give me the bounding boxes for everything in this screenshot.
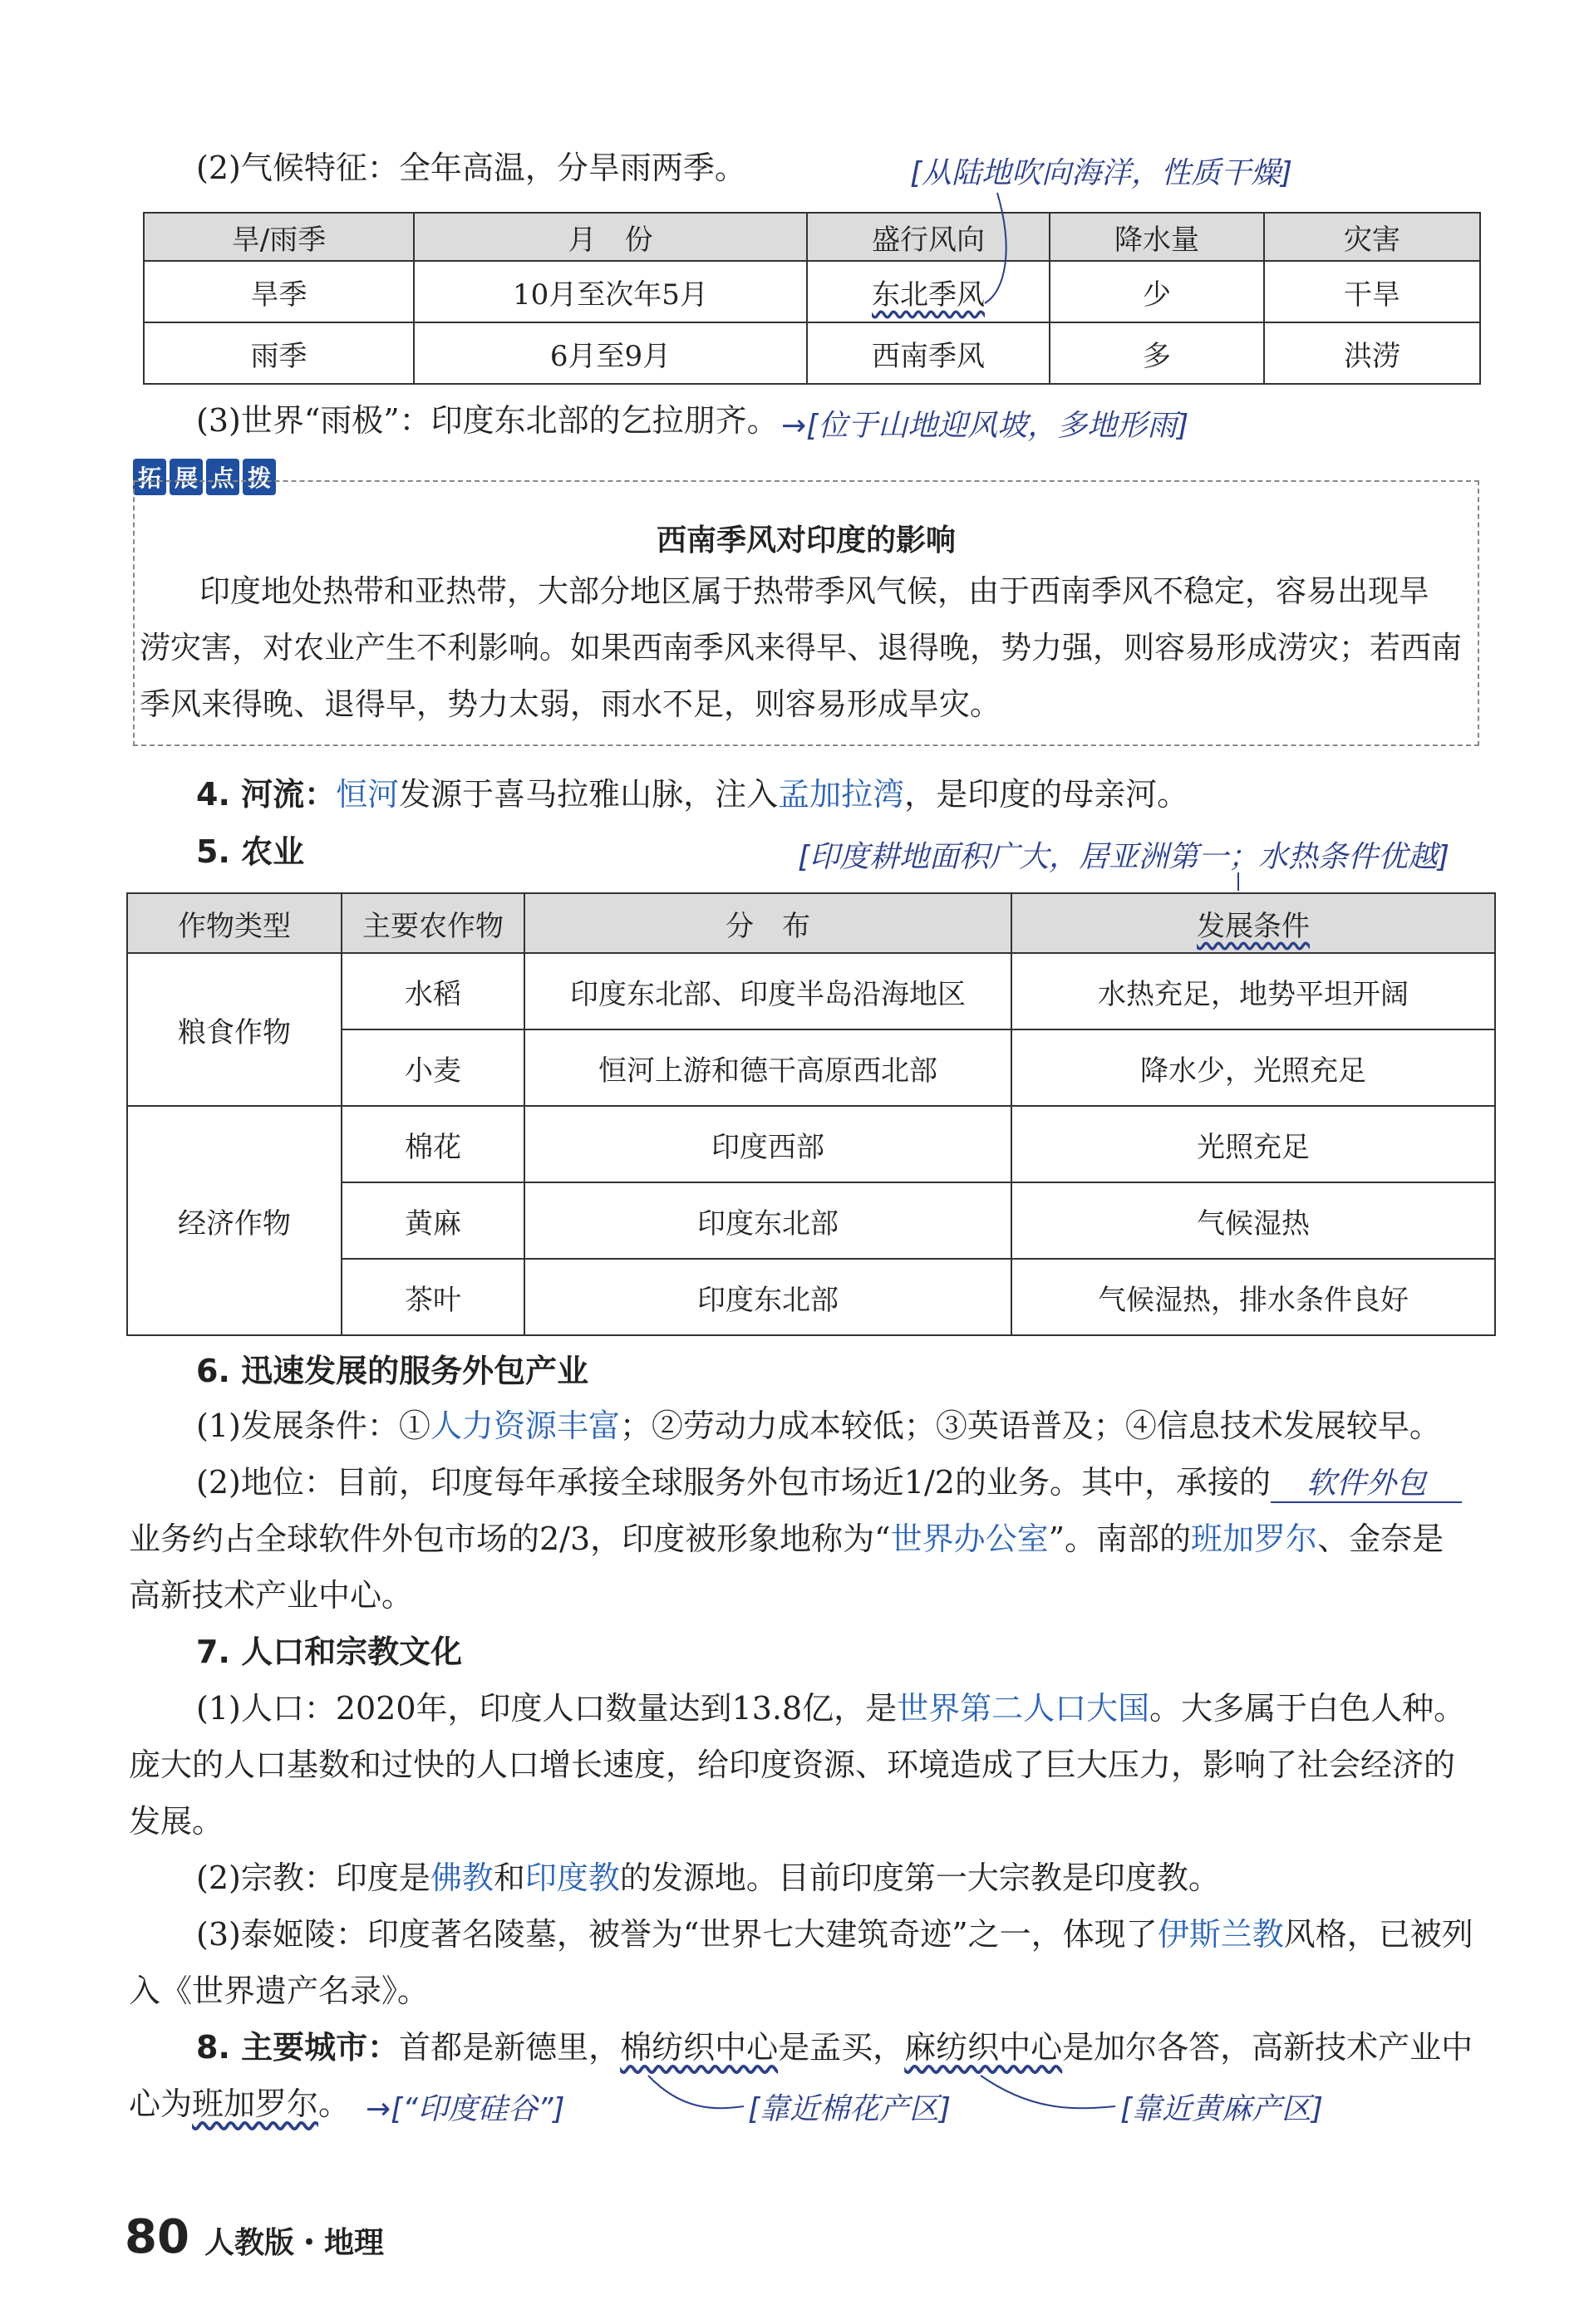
river-text: 发源于喜马拉雅山脉，注入 (399, 776, 779, 813)
table-cell: 印度东北部 (524, 1182, 1011, 1259)
agri-table (126, 892, 1496, 1336)
agri-header: 作物类型 (127, 893, 342, 953)
people-text: (2)宗教：印度是 (196, 1860, 430, 1896)
river-line (196, 776, 1188, 814)
table-cell (807, 261, 1050, 322)
crop-type-cell: 经济作物 (127, 1106, 342, 1335)
climate-header: 灾害 (1264, 213, 1480, 261)
book-title: 人教版・地理 (204, 2226, 384, 2260)
people-text: 发展。 (129, 1803, 224, 1840)
agri-handwritten-note: [印度耕地面积广大，居亚洲第一；水热条件优越] (798, 840, 1450, 874)
tip-line: 涝灾害，对农业产生不利影响。如果西南季风来得早、退得晚，势力强，则容易形成涝灾；若西南 (140, 630, 1462, 666)
table-cell: 水热充足，地势平坦开阔 (1011, 953, 1495, 1029)
service-fill-answer: 软件外包 (1271, 1466, 1462, 1503)
service-status-line1 (196, 1464, 1462, 1503)
cities-text: 是孟买， (778, 2029, 905, 2066)
climate-table (143, 212, 1481, 385)
table-cell: 茶叶 (342, 1259, 524, 1335)
service-text: ；②劳动力成本较低；③英语普及；④信息技术发展较早。 (619, 1408, 1441, 1444)
people-text: 风格，已被列 (1283, 1916, 1473, 1953)
table-cell: 洪涝 (1264, 322, 1480, 384)
table-cell: 雨季 (144, 322, 414, 384)
table-cell: 干旱 (1264, 261, 1480, 322)
cities-text: 。 (318, 2086, 351, 2122)
people-highlight: 印度教 (524, 1860, 620, 1896)
agri-header: 分 布 (524, 893, 1011, 953)
tip-badge-char: 拓 (133, 459, 166, 495)
agri-label: 5. 农业 (196, 833, 305, 870)
table-cell: 棉花 (342, 1106, 524, 1182)
page-footer (125, 2210, 384, 2264)
table-row (144, 261, 1480, 322)
agri-header: 主要农作物 (342, 893, 524, 953)
table-row (127, 1106, 1495, 1182)
cities-jute: 麻纺织中心 (904, 2029, 1063, 2066)
cities-note-jute: [靠近黄麻产区] (1120, 2092, 1324, 2126)
people-p3 (196, 1916, 1473, 1954)
table-cell: 小麦 (342, 1029, 524, 1106)
river-text-end: ，是印度的母亲河。 (904, 776, 1189, 813)
table-cell: 多 (1050, 322, 1264, 384)
river-ganges: 恒河 (336, 776, 400, 813)
service-conditions (196, 1408, 1441, 1446)
service-highlight: 班加罗尔 (1191, 1521, 1318, 1557)
cities-text: 心为 (129, 2086, 193, 2122)
tip-line: 印度地处热带和亚热带，大部分地区属于热带季风气候，由于西南季风不稳定，容易出现旱 (199, 573, 1429, 609)
cities-cotton: 棉纺织中心 (620, 2029, 779, 2066)
service-text: 、金奈是 (1317, 1521, 1444, 1557)
climate-heading: (2)气候特征：全年高温，分旱雨两季。 (196, 150, 746, 186)
tip-line: 季风来得晚、退得早，势力太弱，雨水不足，则容易形成旱灾。 (140, 686, 1001, 722)
climate-header: 降水量 (1050, 213, 1264, 261)
cities-line2 (129, 2086, 350, 2124)
table-cell: 少 (1050, 261, 1264, 322)
rainpole-text: (3)世界“雨极”：印度东北部的乞拉朋齐。 (196, 402, 779, 439)
table-cell: 降水少，光照充足 (1011, 1029, 1495, 1106)
climate-handwritten-note: [从陆地吹向海洋，性质干燥] (910, 156, 1293, 190)
people-text: 庞大的人口基数和过快的人口增长速度，给印度资源、环境造成了巨大压力，影响了社会经济的 (129, 1747, 1456, 1783)
table-cell: 旱季 (144, 261, 414, 322)
table-cell: 气候湿热 (1011, 1182, 1495, 1259)
river-label: 4. 河流： (196, 776, 337, 813)
people-highlight: 佛教 (430, 1860, 494, 1896)
people-highlight: 伊斯兰教 (1157, 1916, 1284, 1953)
table-cell: 印度东北部、印度半岛沿海地区 (524, 953, 1011, 1029)
climate-header: 盛行风向 (807, 213, 1050, 261)
people-highlight: 世界第二人口大国 (897, 1690, 1150, 1727)
service-highlight: 世界办公室 (890, 1521, 1049, 1557)
agri-header (1011, 893, 1495, 953)
cities-label: 8. 主要城市： (196, 2029, 400, 2066)
table-cell: 水稻 (342, 953, 524, 1029)
service-label: 6. 迅速发展的服务外包产业 (196, 1353, 589, 1389)
service-text: (1)发展条件：① (196, 1408, 430, 1444)
table-cell: 恒河上游和德干高原西北部 (524, 1029, 1011, 1106)
people-label: 7. 人口和宗教文化 (196, 1634, 463, 1670)
table-cell: 气候湿热，排水条件良好 (1011, 1259, 1495, 1335)
people-p2 (196, 1860, 1220, 1898)
agri-header-text: 发展条件 (1197, 909, 1310, 943)
table-row (127, 953, 1495, 1029)
service-text: 高新技术产业中心。 (129, 1577, 414, 1614)
tip-badge-char: 点 (206, 459, 239, 495)
table-cell: 印度西部 (524, 1106, 1011, 1182)
cities-text: 是加尔各答，高新技术产业中 (1062, 2029, 1473, 2066)
cities-line1 (196, 2029, 1473, 2067)
climate-header: 旱/雨季 (144, 213, 414, 261)
monsoon-ne-text: 东北季风 (872, 278, 985, 312)
tip-title: 西南季风对印度的影响 (656, 523, 956, 558)
page-number: 80 (125, 2210, 189, 2264)
table-cell: 西南季风 (807, 322, 1050, 384)
service-text: (2)地位：目前，印度每年承接全球服务外包市场近1/2的业务。其中，承接的 (196, 1464, 1271, 1501)
cities-text: 首都是新德里， (399, 2029, 621, 2066)
rainpole-handwritten-note: →[位于山地迎风坡，多地形雨] (781, 409, 1189, 443)
people-text: (1)人口：2020年，印度人口数量达到13.8亿，是 (196, 1690, 898, 1727)
service-highlight: 人力资源丰富 (430, 1408, 620, 1444)
tip-badge-char: 展 (170, 459, 203, 495)
people-text: 。大多属于白色人种。 (1149, 1690, 1466, 1727)
cities-note-cotton: [靠近棉花产区] (748, 2092, 952, 2126)
table-cell: 黄麻 (342, 1182, 524, 1259)
tip-badge-char: 拨 (243, 459, 276, 495)
cities-note-silicon: →[“印度硅谷”] (366, 2092, 565, 2126)
table-row (144, 322, 1480, 384)
table-cell: 印度东北部 (524, 1259, 1011, 1335)
crop-type-cell: 粮食作物 (127, 953, 342, 1106)
table-cell: 6月至9月 (414, 322, 807, 384)
people-text: (3)泰姬陵：印度著名陵墓，被誉为“世界七大建筑奇迹”之一，体现了 (196, 1916, 1158, 1953)
climate-header: 月 份 (414, 213, 807, 261)
people-p1 (196, 1690, 1465, 1728)
people-text: 和 (493, 1860, 525, 1896)
cities-bangalore: 班加罗尔 (192, 2086, 319, 2122)
river-bay: 孟加拉湾 (778, 776, 905, 813)
service-text: 业务约占全球软件外包市场的2/3，印度被形象地称为“ (129, 1521, 891, 1557)
service-status-line2 (129, 1521, 1444, 1559)
service-text: ”。南部的 (1048, 1521, 1192, 1557)
table-cell: 10月至次年5月 (414, 261, 807, 322)
people-text: 的发源地。目前印度第一大宗教是印度教。 (619, 1860, 1220, 1896)
table-cell: 光照充足 (1011, 1106, 1495, 1182)
people-text: 入《世界遗产名录》。 (129, 1973, 430, 2009)
